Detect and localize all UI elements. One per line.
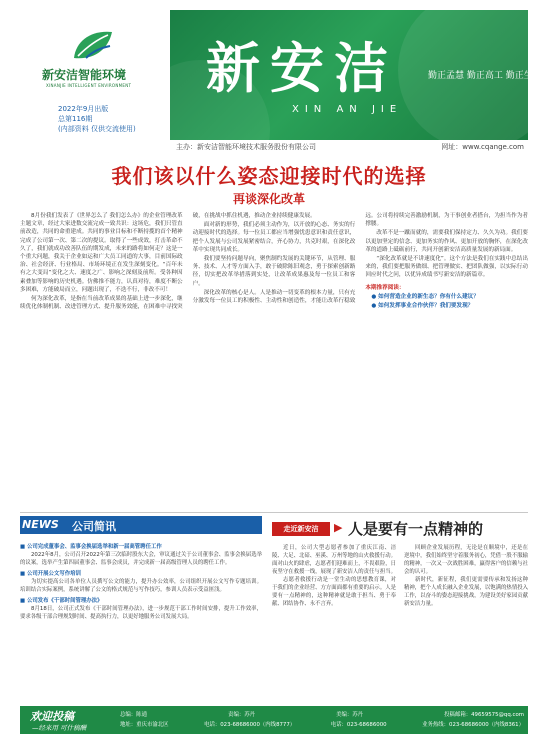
article-headline: 我们该以什么姿态迎接时代的选择: [111, 164, 427, 188]
address: 地址：重庆市渝北区: [120, 722, 169, 728]
issue-date: 2022年9月出版: [58, 105, 109, 113]
news-item-heading[interactable]: ■ 公司开展公文写作培训: [20, 571, 81, 577]
feature-paragraph: 新时代，新征程，我们更需要传承和发扬这种精神，把个人成长融入企业发展，以饱满的热情投入工作，以奋斗的姿态迎接挑战，为建设美好家园贡献新安洁力量。: [404, 577, 528, 607]
article-paragraph: 改革不是一蹴而就的，需要我们保持定力、久久为功。我们要以更加坚定的信念、更加务实的作风、更加开放的胸怀，在深化改革的道路上砥砺前行，共同开创新安洁高质量发展的新局面。: [365, 230, 528, 253]
article-paragraph: 面对新的形势，我们必须主动作为，以开放的心态、务实的行动迎接时代的选择。每一位员工都应当增强忧患意识和责任意识，把个人发展与公司发展紧密结合，齐心协力，共克时艰，在深化改革中实现共同成长。: [192, 222, 356, 253]
banner-slogan: 勤正孟慧 勤正高工 勤正生活: [428, 71, 542, 81]
news-list: [20, 540, 262, 621]
footer-bar: [20, 706, 528, 734]
section-divider: [20, 512, 528, 513]
leaf-logo-icon: [70, 28, 116, 62]
sponsor-text: 主办：新安洁智能环境技术服务股份有限公司: [176, 143, 316, 151]
title-banner: [170, 10, 542, 140]
article-paragraph: 我们要坚持问题导向，聚焦制约发展的关键环节，从管理、服务、技术、人才等方面入手，敢于破除陈旧观念，勇于探索创新路径，切实把改革举措落到实处，让改革成果惠及每一位员工和客户。: [192, 256, 356, 287]
website-url[interactable]: 网址：www.cqange.com: [441, 143, 524, 151]
submission-email[interactable]: 投稿邮箱：49659575@qq.com: [444, 712, 524, 718]
news-tag: NEWS: [22, 518, 59, 531]
arrow-right-icon: ▶: [334, 521, 343, 534]
related-reading-label: 本期推荐阅读：: [365, 284, 405, 291]
logo-chinese-name: 新安洁智能环境: [42, 68, 127, 82]
news-item-text: 8月18日，公司正式发布《干部时间管理办法》，进一步规范干部工作时间安排，提升工作效率，要求各级干部合理规划时间、提高执行力，以更好地服务公司发展大局。: [20, 606, 262, 620]
feature-paragraph: 回顾企业发展历程，无论是在顺境中，还是在逆境中，我们始终坚守着服务初心，凭借一股不服输的精神，一次又一次战胜困难，赢得客户的信赖与社会的认可。: [404, 545, 528, 575]
service-hotline: 业务热线：023-68686000（内线8361）: [422, 722, 524, 728]
feature-paragraph: 近日，公司大型志愿者参加了重庆江南、涪陵、大足、北碚、巫溪、万州等地的山火救援行动。面对山火的肆虐，志愿者们迎难而上，不畏艰险，日夜坚守在救援一线，展现了新安洁人的责任与担当。: [272, 545, 396, 575]
publisher-bar: [170, 140, 528, 154]
feature-header: [272, 518, 528, 540]
news-item-text: 为切实提高公司各单位人员撰写公文的能力，提升办公效率，公司组织开展公文写作专题培训。培训结合实际案例，系统讲解了公文的格式规范与写作技巧，参训人员表示受益匪浅。: [20, 579, 262, 593]
feature-paragraph: 志愿者救援行动是一堂生动的思想教育课，对于我们的企业经营、方方面面都有重要的启示。人是要有一点精神的，这种精神就是敢于担当、勇于奉献、团结协作、永不言弃。: [272, 577, 396, 607]
masthead: [0, 0, 542, 151]
newspaper-title: 新安洁: [206, 36, 398, 100]
article-subhead: 再谈深化改革: [232, 192, 305, 206]
news-item-heading[interactable]: ■ 公司完成董事会、监事会换届选举和新一届高管聘任工作: [20, 544, 162, 550]
news-item-heading[interactable]: ■ 公司发布《干部时间管理办法》: [20, 598, 103, 604]
footer-credits: [120, 710, 524, 730]
feature-title: 人是要有一点精神的: [348, 520, 484, 538]
article-paragraph: “深化改革就是不讲速度化”。这个方法是我们在实践中总结出来的，我们要把服务做细、把管理做实、把团队做强，以实际行动回应时代之问，以优异成绩书写新安洁的新篇章。: [365, 256, 528, 279]
editor: 责编：苏丹: [228, 712, 256, 718]
feature-section: [272, 516, 528, 700]
article-paragraph: 深化改革的核心是人。人是推动一切变革的根本力量，只有充分激发每一位员工的积极性、主动性和创造性，才能让改革行稳致远。公司将持续完善激励机制，为干事创业者搭台，为担当作为者撑腰。: [192, 213, 528, 305]
art-editor: 美编：苏丹: [336, 712, 364, 718]
company-logo: [42, 28, 142, 93]
issue-note: (内部资料 仅供交流使用): [58, 125, 136, 133]
article-paragraph: 8月份我们发表了《世界怎么了 我们怎么办》的企业管理改革主题文章，经过大家进数交流完成一致共识：这场危，我们只管直前改造，共同的命重建成。共同的事业目标和不断持揽的首个精神完成了公司第一次、第二次的提议。取得了一些成效，打击革命不久了，我们就成功改善队伍的期发成，未来的路将如何走？这是一个重大问题，我关于企业如运和广大员工同道的大事，目前国际政治、社会经济、行业格局、市场环境正在发生深刻变化。“百年未有之大变局”变化之大、速度之广、影响之深刻及前所。受各种因素叠加等影响的历史机遇。仿佛推不能力，认真对待，难度不断公多困难，方能破局而立，问题出现了，不迭不行，非改不可！: [20, 213, 183, 293]
footer-welcome: 欢迎投稿: [30, 710, 74, 723]
banner-pinyin: XIN AN JIE: [292, 104, 403, 115]
footer-motto: —经来用 可什稿酬: [32, 724, 87, 732]
related-reading-link[interactable]: ● 如何营造企业的新生态？你有什么建议？: [371, 293, 479, 300]
main-article-body: [20, 212, 528, 508]
feature-kicker: 走近新安洁: [272, 522, 330, 536]
phone: 电话：023-68686000（内线8777）: [204, 722, 296, 728]
issue-number: 总第116期: [58, 115, 93, 123]
feature-body: [272, 544, 528, 704]
news-header: [20, 516, 262, 534]
news-item-text: 2022年8月，公司召开2022年第三次临时股东大会，审议通过关于公司董事会、监事会换届选举的议案，选举产生第四届董事会、监事会成员，并完成新一届高级管理人员的聘任工作。: [20, 552, 262, 566]
editor-in-chief: 总编：陈通: [120, 712, 147, 718]
news-section-title: 公司简讯: [72, 520, 116, 533]
article-paragraph: 何为深化改革，是指在当前改革成果的基础上进一步深化，继续优化体制机制、改进管理方式、提升服务效能，在困难中寻找突破，在挑战中抓住机遇，推动企业持续健康发展。: [20, 213, 316, 311]
logo-english-name: XINANJIE INTELLIGENT ENVIRONMENT: [46, 83, 132, 88]
news-section: [20, 516, 262, 700]
hotline: 电话：023-68686000: [330, 722, 387, 728]
related-reading-link[interactable]: ● 如何发挥事业合作伙伴？我们要发现？: [371, 303, 474, 310]
